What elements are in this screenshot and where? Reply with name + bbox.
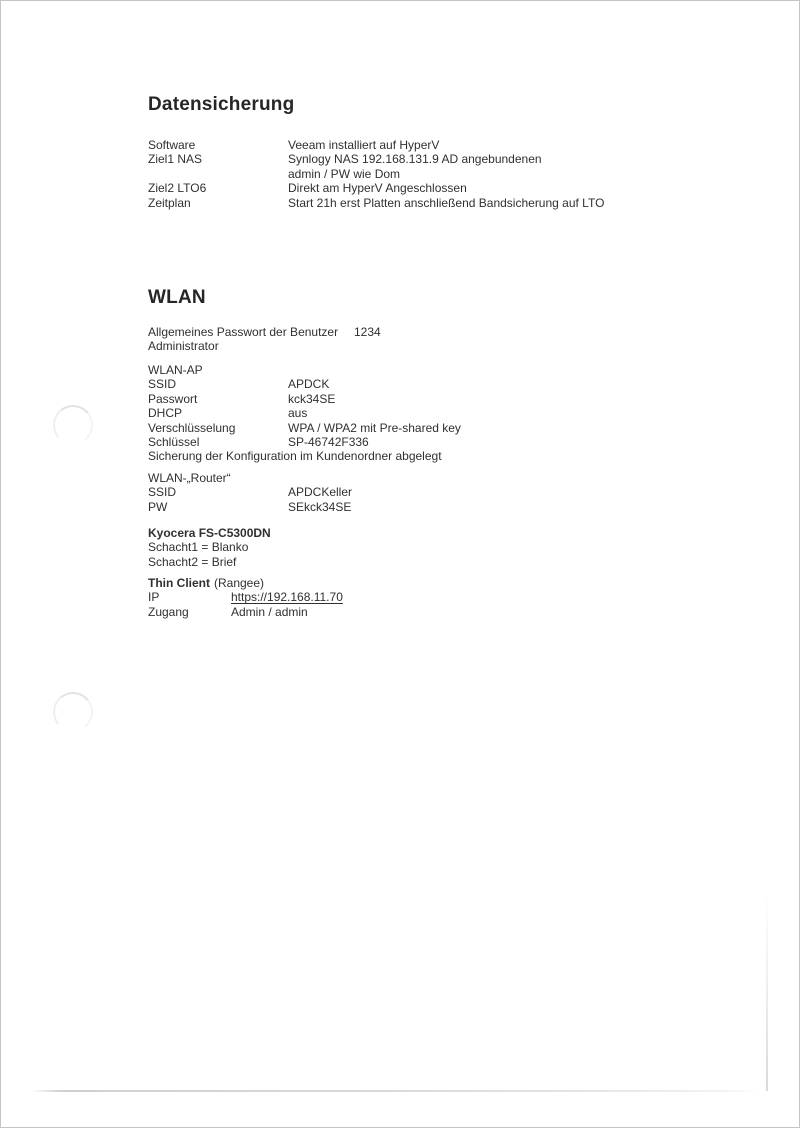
row-value: admin / PW wie Dom <box>288 166 401 181</box>
row-value: kck34SE <box>288 391 336 406</box>
row-value: Direkt am HyperV Angeschlossen <box>288 181 467 196</box>
paper-edge-shadow-horizontal <box>31 1090 759 1092</box>
row-value: Synlogy NAS 192.168.131.9 AD angebundenen <box>288 152 542 167</box>
table-row <box>148 604 308 619</box>
table-row <box>148 590 343 605</box>
row-value: SP-46742F336 <box>288 434 369 449</box>
heading-text: WLAN-„Router“ <box>148 471 231 485</box>
row-value: APDCK <box>288 377 330 392</box>
paper-edge-shadow-vertical <box>766 891 768 1091</box>
row-label: Software <box>148 138 196 152</box>
row-label: Ziel1 NAS <box>148 152 203 167</box>
row-label: Allgemeines Passwort der Benutzer <box>148 325 339 339</box>
row-label: SSID <box>148 377 177 392</box>
row-value: WPA / WPA2 mit Pre-shared key <box>288 420 461 435</box>
section-title-datensicherung: Datensicherung <box>148 94 295 115</box>
row-label: Passwort <box>148 391 198 406</box>
heading-text-rest: (Rangee) <box>214 576 265 590</box>
heading-text-bold: Thin Client <box>148 576 210 590</box>
thin-client-block <box>148 576 343 619</box>
row-value: Admin / admin <box>231 604 308 619</box>
row-value: Veeam installiert auf HyperV <box>288 138 440 152</box>
line-text: Schacht2 = Brief <box>148 554 237 569</box>
heading-text: WLAN-AP <box>148 363 203 377</box>
line-text: Schacht1 = Blanko <box>148 540 249 555</box>
row-label: Verschlüsselung <box>148 420 236 435</box>
row-label: DHCP <box>148 406 183 421</box>
row-label: Schlüssel <box>148 434 200 449</box>
row-value: Start 21h erst Platten anschließend Bandsicherung auf LTO <box>288 195 605 210</box>
ip-url-link: https://192.168.11.70 <box>231 590 343 605</box>
row-label: Zugang <box>148 604 189 619</box>
row-label: Zeitplan <box>148 195 191 210</box>
document-content <box>1 1 799 1127</box>
row-label: Ziel2 LTO6 <box>148 181 207 196</box>
row-value: SEkck34SE <box>288 499 352 514</box>
heading-text: Kyocera FS-C5300DN <box>148 526 271 540</box>
note-text: Sicherung der Konfiguration im Kundenordner abgelegt <box>148 449 442 464</box>
row-value: 1234 <box>354 325 381 339</box>
section-title-wlan: WLAN <box>148 287 206 308</box>
row-value: APDCKeller <box>288 485 353 500</box>
row-label: SSID <box>148 485 177 500</box>
row-value: aus <box>288 406 308 421</box>
row-label: PW <box>148 499 168 514</box>
row-label: IP <box>148 590 160 605</box>
row-label: Administrator <box>148 339 219 354</box>
subsection-heading <box>148 576 264 590</box>
